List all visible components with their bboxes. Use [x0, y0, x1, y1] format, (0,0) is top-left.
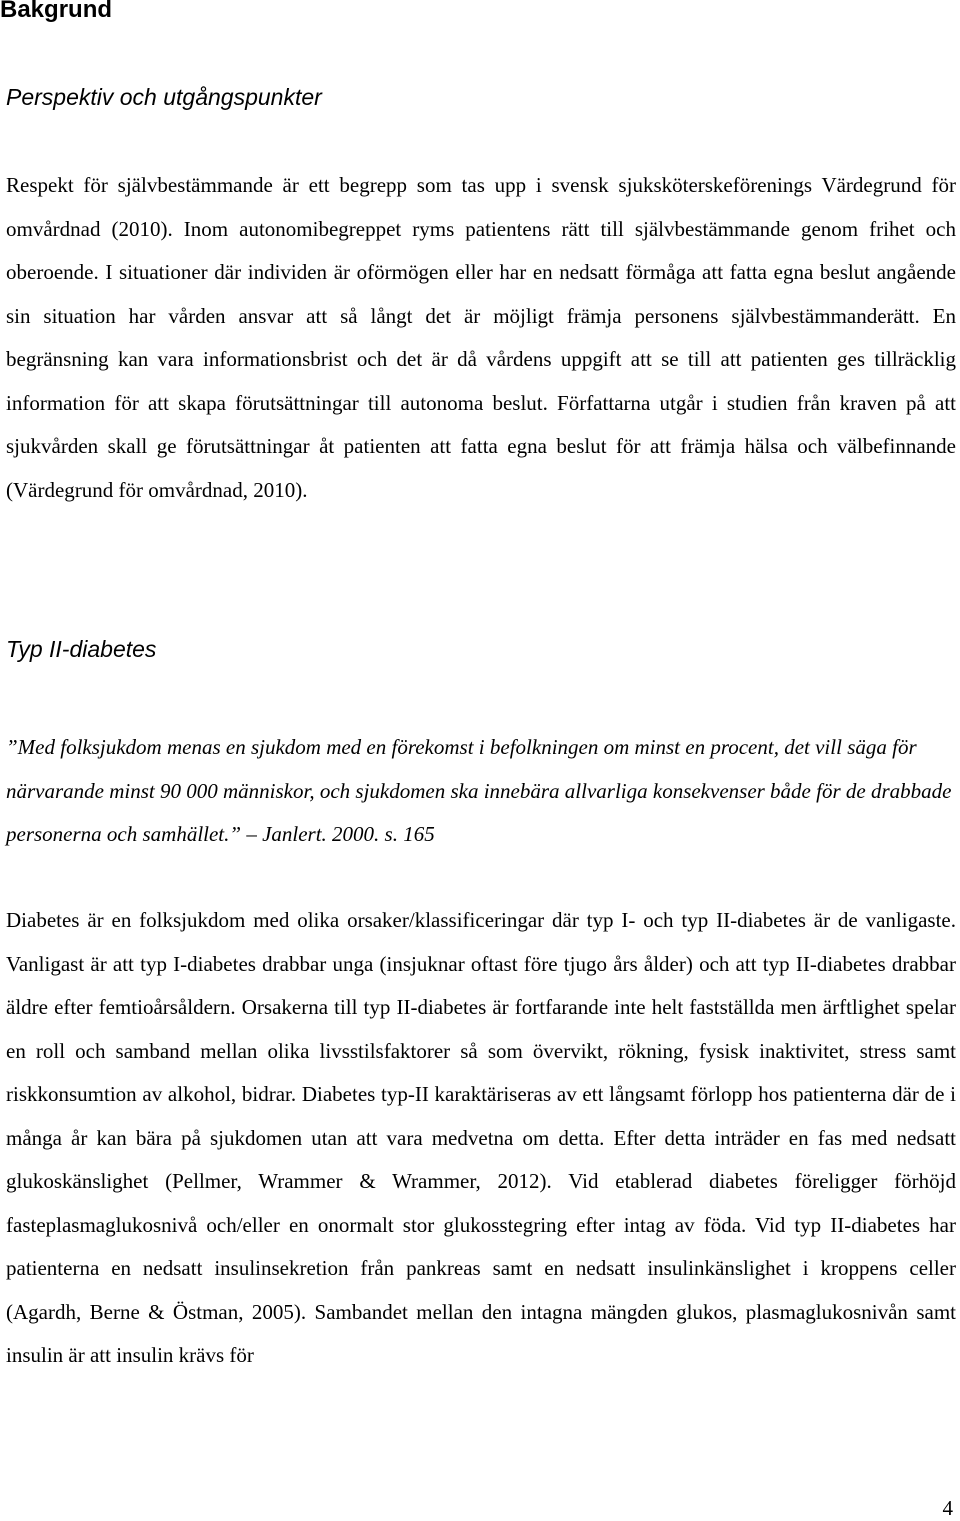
body-paragraph-diabetes: Diabetes är en folksjukdom med olika orsaker/klassificeringar där typ I- och typ II-diabetes är de vanligaste. Vanligast är att typ I-diabetes drabbar unga (insjuknar oftast före tjugo års ålder) och att typ II-diabetes drabbar äldre efter femtioårsåldern. Orsakerna till typ II-diabetes är fortfarande inte helt fastställda men ärftlighet spelar en roll och samband mellan olika livsstilsfaktorer så som övervikt, rökning, fysisk inaktivitet, stress samt riskkonsumtion av alkohol, bidrar. Diabetes typ-II karaktäriseras av ett långsamt förlopp hos patienterna där de i många år kan bära på sjukdomen utan att vara medvetna om detta. Efter detta inträder en fas med nedsatt glukoskänslighet (Pellmer, Wrammer & Wrammer, 2012). Vid etablerad diabetes föreligger förhöjd fasteplasmaglukosnivå och/eller en onormalt stor glukosstegring efter intag av föda. Vid typ II-diabetes har patienterna en nedsatt insulinsekretion från pankreas samt en nedsatt insulinkänslighet i kroppens celler (Agardh, Berne & Östman, 2005). Sambandet mellan den intagna mängden glukos, plasmaglukosnivån samt insulin är att insulin krävs för — [6, 908, 956, 1367]
body-paragraph-perspektiv: Respekt för självbestämmande är ett begrepp som tas upp i svensk sjuksköterskeförenings Värdegrund för omvårdnad (2010). Inom autonomibegreppet ryms patientens rätt till självbestämmande genom frihet och oberoende. I situationer där individen är oförmögen eller har en nedsatt förmåga att fatta egna beslut angående sin situation har vården ansvar att så långt det är möjligt främja personens självbestämmanderätt. En begränsning kan vara informationsbrist och det är då vårdens uppgift att se till att patienten ges tillräcklig information för att skapa förutsättningar till autonoma beslut. Författarna utgår i studien från kraven på att sjukvården skall ge förutsättningar åt patienten att fatta egna beslut för att främja hälsa och välbefinnande (Värdegrund för omvårdnad, 2010). — [6, 173, 956, 502]
block-quote: ”Med folksjukdom menas en sjukdom med en förekomst i befolkningen om minst en procent, det vill säga för närvarande minst 90 000 människor, och sjukdomen ska innebära allvarliga konsekvenser både för de drabbade personerna och samhället.” – Janlert. 2000. s. 165 — [6, 735, 952, 846]
section-heading: Bakgrund — [0, 0, 113, 23]
subsection-heading-perspektiv: Perspektiv och utgångspunkter — [6, 84, 322, 110]
subsection-heading-diabetes: Typ II-diabetes — [6, 636, 157, 662]
page-number: 4 — [942, 1496, 953, 1520]
